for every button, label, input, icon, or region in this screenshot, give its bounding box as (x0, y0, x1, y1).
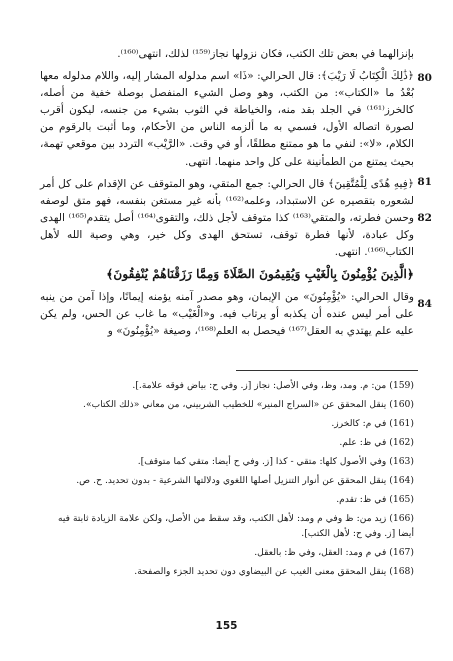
footnote: (165) في ظ: تقدم. (336, 493, 414, 505)
footnotes (40, 378, 414, 583)
footnote: (168) ينقل المحقق معنى الغيب عن البيضاوي دون تحديد الجزء والصفحة. (134, 566, 414, 578)
footnote: (160) ينقل المحقق عن «السراج المنير» للخطيب الشربيني، من معاني «ذلك الكتاب». (83, 398, 414, 410)
paragraph-yuminuna: وقال الحرالي: «يُؤْمِنُونَ» من الإيمان، وهو مصدر آمنه يؤمنه إيمانًا، وإذا آمن من ينبه على أمر ليس عنده أن يكذبه أو يرتاب فيه. و«الْغَيْب» ما غاب عن الحس، ولم يكن عليه علم يهتدي به العقل⁽¹⁶⁷⁾ فيحصل به العلم⁽¹⁶⁸⁾، وصيغة «يُؤْمِنُونَ» و (40, 291, 414, 338)
footnote-divider (236, 370, 418, 371)
paragraph-dhalika-al-kitab: ﴿ذَٰلِكَ الْكِتَابُ لَا رَيْبَ﴾: قال الحرالي: «ذَا» اسم مدلوله المشار إليه، واللام مدلوله معها بُعْدُ ما «الكتاب»: من الكتب، وهو وصل الشيء المنفصل بوصلة خفية من أصله، كالخرز⁽¹⁶¹⁾ في الجلد بقد منه، والخياطة في الثوب بشيء من جنسه، ليكون أقرب لصورة اتصاله الأول، فسمي به ما ألزمه الناس من الأحكام، وما أثبت بالرقوم من الكلام، «لا»: لنفي ما هو ممتنع مطلقًا، أو في وقت. «الرَّيْب» التردد بين موقعي تهمة، بحيث يمتنع من الطمأنينة على كل واحد منهما. انتهى. (40, 70, 414, 168)
line-number: 82 (417, 212, 432, 224)
line-number: 80 (417, 72, 432, 84)
paragraph-fihi-huda: ﴿فِيهِ هُدًى لِلْمُتَّقِينَ﴾ قال الحرالي: جمع المتقي، وهو المتوقف عن الإقدام على كل أمر لشعوره بتقصيره عن الاستبداد، وعلمه⁽¹⁶²⁾ بأنه غير مستغن بنفسه، فهو متق لوصفه وحسن فطرته، والمتقي⁽¹⁶³⁾ كذا متوقف لأجل ذلك، والتقوى⁽¹⁶⁴⁾ أصل يتقدم⁽¹⁶⁵⁾ الهدى وكل عبادة، لأنها فطرة توقف، تستحق الهدى وكل خير، وهي وصية الله لأهل الكتاب⁽¹⁶⁶⁾. انتهى. (40, 177, 414, 259)
page-number: 155 (215, 620, 238, 632)
line-number: 81 (417, 176, 432, 188)
paragraph-continuation: بإنزالهما في بعض تلك الكتب، فكان نزولها نجاز⁽¹⁵⁹⁾ لذلك، انتهى⁽¹⁶⁰⁾. (117, 48, 414, 60)
footnote: (162) في ظ: علم. (339, 436, 414, 448)
footnote: (164) ينقل المحقق عن أنوار التنزيل أصلها اللغوي ودلالتها الشرعية - بدون تحديد. ح. ص. (76, 474, 414, 486)
main-text (40, 46, 414, 346)
footnote: (159) من: م. ومد، وظ، وفي الأصل: نجاز [ز. وفي ح: بياض فوقه علامة.]. (132, 380, 414, 391)
verse-heading: ﴿الَّذِينَ يُؤْمِنُونَ بِالْغَيْبِ وَيُقِيمُونَ الصَّلَاةَ وَمِمَّا رَزَقْنَاهُمْ يُنْفِقُونَ﴾ (106, 267, 414, 282)
line-number: 84 (417, 298, 432, 310)
footnote: (167) في م ومد: العقل، وفي ظ: بالعقل. (254, 547, 414, 559)
footnote: (166) زيد من: ظ وفي م ومد: لأهل الكتب، وقد سقط من الأصل، ولكن علامة الزيادة ثابتة فيه أيضا [ز. وفي ح: لأهل الكتب]. (57, 512, 414, 540)
footnote: (161) في م: كالخرز. (331, 417, 414, 429)
footnote: (163) وفي الأصول كلها: متقي - كذا [ز. وفي ح أيضا: متقي كما متوقف]. (137, 455, 414, 467)
